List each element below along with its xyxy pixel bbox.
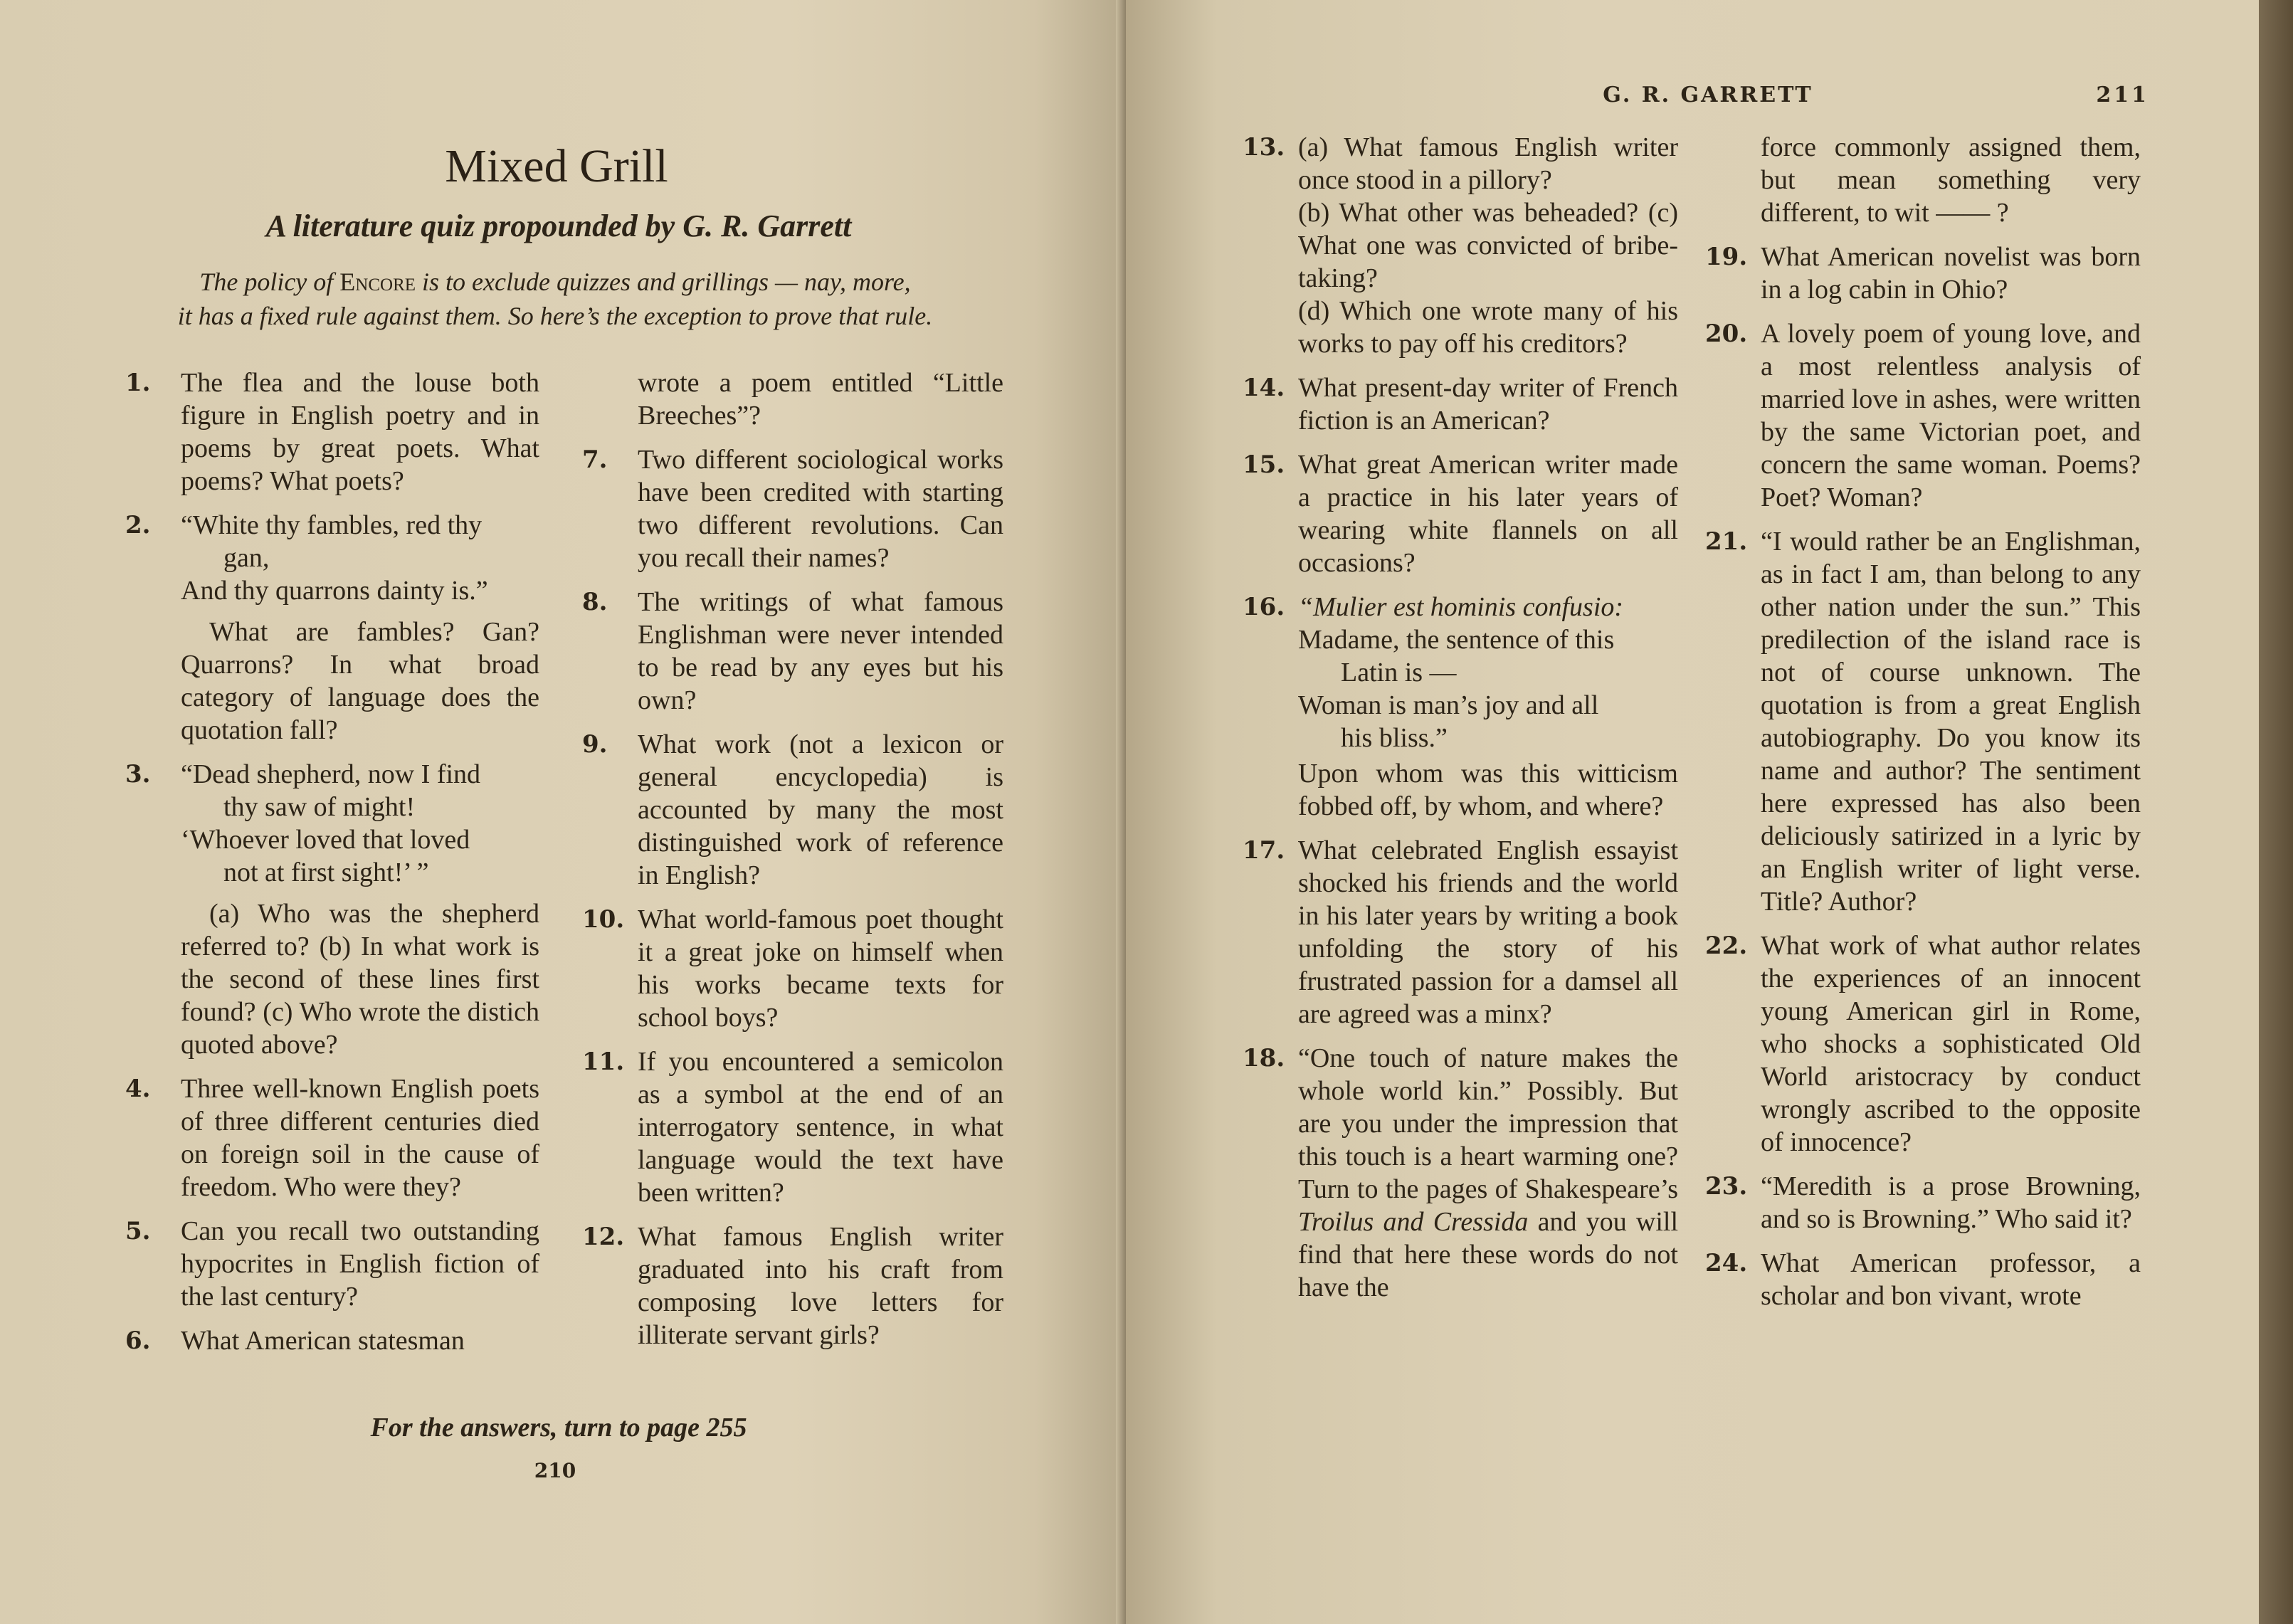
- question-text-b: and you will find that here these words do not have the: [1298, 1207, 1679, 1302]
- question-number: 12.: [582, 1223, 625, 1251]
- question-number: 19.: [1705, 243, 1748, 271]
- question-number: 3.: [125, 760, 151, 789]
- question-text: What great American writer made a practice in his later years of wearing white flannels on all occasions?: [1298, 450, 1678, 578]
- quotation-verse: [181, 758, 539, 889]
- question-18-continued: force commonly assigned them, but mean something very different, to wit —— ?: [1761, 132, 2141, 228]
- question-text: “Meredith is a prose Browning, and so is Browning.” Who said it?: [1761, 1171, 2141, 1234]
- verse-line: Latin is —: [1341, 658, 1457, 687]
- intro-text-b: is to exclude quizzes and grillings — nay, more,: [416, 268, 911, 296]
- verse-line: And thy quarrons dainty is.”: [181, 576, 488, 606]
- question-text: What American professor, a scholar and bon vivant, wrote: [1761, 1248, 2141, 1311]
- left-column-1: [125, 367, 539, 1369]
- question-22: [1705, 929, 2141, 1159]
- question-text: What world-famous poet thought it a great joke on himself when his works became texts for school boys?: [638, 905, 1003, 1033]
- question-number: 15.: [1243, 450, 1285, 479]
- question-24: [1705, 1247, 2141, 1312]
- question-3: [125, 758, 539, 1061]
- question-number: 22.: [1705, 932, 1748, 960]
- question-6-continued: wrote a poem entitled “Little Breeches”?: [638, 368, 1003, 431]
- question-text: Upon whom was this witticism fobbed off, by whom, and where?: [1298, 759, 1678, 821]
- question-text: A lovely poem of young love, and a most relentless analysis of married love in ashes, were written by the same Victorian poet, and concern the same woman. Poems? Poet? Woman?: [1761, 319, 2141, 512]
- question-text-a: “One touch of nature makes the whole world kin.” Possibly. But are you under the impression that this touch is a heart warming one? Turn to the pages of Shakespeare’s: [1298, 1043, 1678, 1204]
- question-number: 16.: [1243, 593, 1285, 621]
- question-text: What celebrated English essayist shocked his friends and the world in his later years by writing a book unfolding the story of his frustrated passion for a damsel all are agreed was a minx?: [1298, 835, 1678, 1029]
- question-number: 8.: [582, 588, 608, 616]
- question-number: 7.: [582, 445, 608, 474]
- question-text: Three well-known English poets of three different centuries died on foreign soil in the cause of freedom. Who were they?: [181, 1074, 539, 1202]
- verse-line: Madame, the sentence of this: [1298, 625, 1615, 655]
- question-number: 17.: [1243, 836, 1285, 865]
- article-title: Mixed Grill: [445, 140, 668, 192]
- question-number: 11.: [582, 1048, 625, 1076]
- question-text: (a) Who was the shepherd referred to? (b) In what work is the second of these lines first found? (c) Who wrote the distich quoted above?: [181, 899, 539, 1060]
- question-text: Can you recall two outstanding hypocrites in English fiction of the last century?: [181, 1216, 539, 1312]
- question-text: (b) What other was beheaded? (c) What one was convicted of bribe-taking?: [1298, 198, 1678, 293]
- question-16: [1243, 591, 1678, 823]
- quotation-verse: [181, 509, 539, 607]
- question-text: What famous English writer graduated into his craft from composing love letters for illiterate servant girls?: [638, 1222, 1003, 1350]
- question-6: [125, 1324, 539, 1357]
- verse-line: his bliss.”: [1341, 723, 1448, 753]
- verse-line: thy saw of might!: [223, 792, 416, 822]
- book-edge: [2259, 0, 2293, 1624]
- verse-line: gan,: [223, 543, 270, 573]
- question-number: 14.: [1243, 374, 1285, 402]
- quotation-verse: [1298, 591, 1678, 754]
- question-19: [1705, 241, 2141, 306]
- latin-line: “Mulier est hominis confusio:: [1298, 592, 1624, 622]
- question-13: [1243, 131, 1678, 360]
- question-text: The flea and the louse both figure in English poetry and in poems by great poets. What poems? What poets?: [181, 368, 539, 496]
- intro-paragraph: [128, 265, 982, 333]
- question-4: [125, 1072, 539, 1203]
- question-11: [582, 1045, 1003, 1209]
- question-number: 20.: [1705, 320, 1748, 348]
- left-page: [0, 0, 1124, 1624]
- question-20: [1705, 317, 2141, 514]
- play-title: Troilus and Cressida: [1298, 1207, 1529, 1237]
- page-number-right: 211: [2096, 83, 2149, 107]
- question-number: 4.: [125, 1075, 151, 1103]
- question-21: [1705, 525, 2141, 918]
- intro-text-a: The policy of: [199, 268, 340, 296]
- question-14: [1243, 371, 1678, 437]
- question-15: [1243, 448, 1678, 579]
- question-number: 2.: [125, 511, 151, 539]
- question-text: What are fambles? Gan? Quarrons? In what broad category of language does the quotation fall?: [181, 617, 539, 745]
- question-number: 1.: [125, 369, 151, 397]
- left-column-2: [582, 367, 1003, 1363]
- question-18: [1243, 1042, 1678, 1304]
- question-17: [1243, 834, 1678, 1030]
- page-number-left: 210: [534, 1459, 576, 1482]
- question-23: [1705, 1170, 2141, 1235]
- question-number: 24.: [1705, 1249, 1748, 1277]
- question-number: 10.: [582, 905, 625, 934]
- verse-line: Woman is man’s joy and all: [1298, 690, 1599, 720]
- question-7: [582, 443, 1003, 574]
- question-text: Two different sociological works have been credited with starting two different revolutions. Can you recall their names?: [638, 445, 1003, 573]
- question-5: [125, 1215, 539, 1313]
- running-head: G. R. GARRETT: [1603, 83, 1813, 107]
- question-number: 5.: [125, 1217, 151, 1245]
- right-column-1: [1243, 131, 1678, 1315]
- verse-line: “White thy fambles, red thy: [181, 510, 483, 540]
- answers-note: For the answers, turn to page 255: [370, 1413, 747, 1443]
- question-number: 6.: [125, 1327, 151, 1355]
- question-text: What work (not a lexicon or general encyclopedia) is accounted by many the most distinguished work of reference in English?: [638, 729, 1003, 890]
- verse-line: “Dead shepherd, now I find: [181, 759, 481, 789]
- question-text: What work of what author relates the experiences of an innocent young American girl in Rome, who shocks a sophisticated Old World aristocracy by conduct wrongly ascribed to the opposite of innocence?: [1761, 931, 2141, 1157]
- question-text: (d) Which one wrote many of his works to pay off his creditors?: [1298, 296, 1678, 359]
- question-text: “I would rather be an Englishman, as in fact I am, than belong to any other nation under the sun.” This predilection of the island race is not of course unknown. The quotation is from a great English autobiography. Do you know its name and author? The sentiment here expressed has also been deliciously satirized in a lyric by an English writer of light verse. Title? Author?: [1761, 527, 2141, 917]
- intro-text-c: it has a fixed rule against them. So here’s the exception to prove that rule.: [177, 302, 933, 330]
- question-number: 21.: [1705, 527, 1748, 556]
- question-text: [1298, 1042, 1678, 1304]
- question-text: If you encountered a semicolon as a symbol at the end of an interrogatory sentence, in what language would the text have been written?: [638, 1047, 1003, 1208]
- question-2: [125, 509, 539, 747]
- question-8: [582, 586, 1003, 717]
- right-column-2: [1705, 131, 2141, 1324]
- verse-line: not at first sight!’ ”: [223, 858, 429, 887]
- question-number: 18.: [1243, 1044, 1285, 1072]
- article-subtitle: A literature quiz propounded by G. R. Garrett: [265, 209, 852, 243]
- verse-line: ‘Whoever loved that loved: [181, 825, 470, 855]
- question-10: [582, 903, 1003, 1034]
- magazine-name: Encore: [339, 268, 416, 296]
- question-number: 9.: [582, 730, 608, 759]
- question-number: 23.: [1705, 1172, 1748, 1201]
- question-text: What present-day writer of French fiction is an American?: [1298, 373, 1678, 436]
- question-1: [125, 367, 539, 497]
- question-number: 13.: [1243, 133, 1285, 162]
- question-text: The writings of what famous Englishman were never intended to be read by any eyes but his own?: [638, 587, 1003, 715]
- question-text: What American novelist was born in a log cabin in Ohio?: [1761, 242, 2141, 305]
- question-12: [582, 1220, 1003, 1351]
- question-9: [582, 728, 1003, 892]
- question-text: What American statesman: [181, 1326, 465, 1356]
- question-text: (a) What famous English writer once stood in a pillory?: [1298, 132, 1678, 195]
